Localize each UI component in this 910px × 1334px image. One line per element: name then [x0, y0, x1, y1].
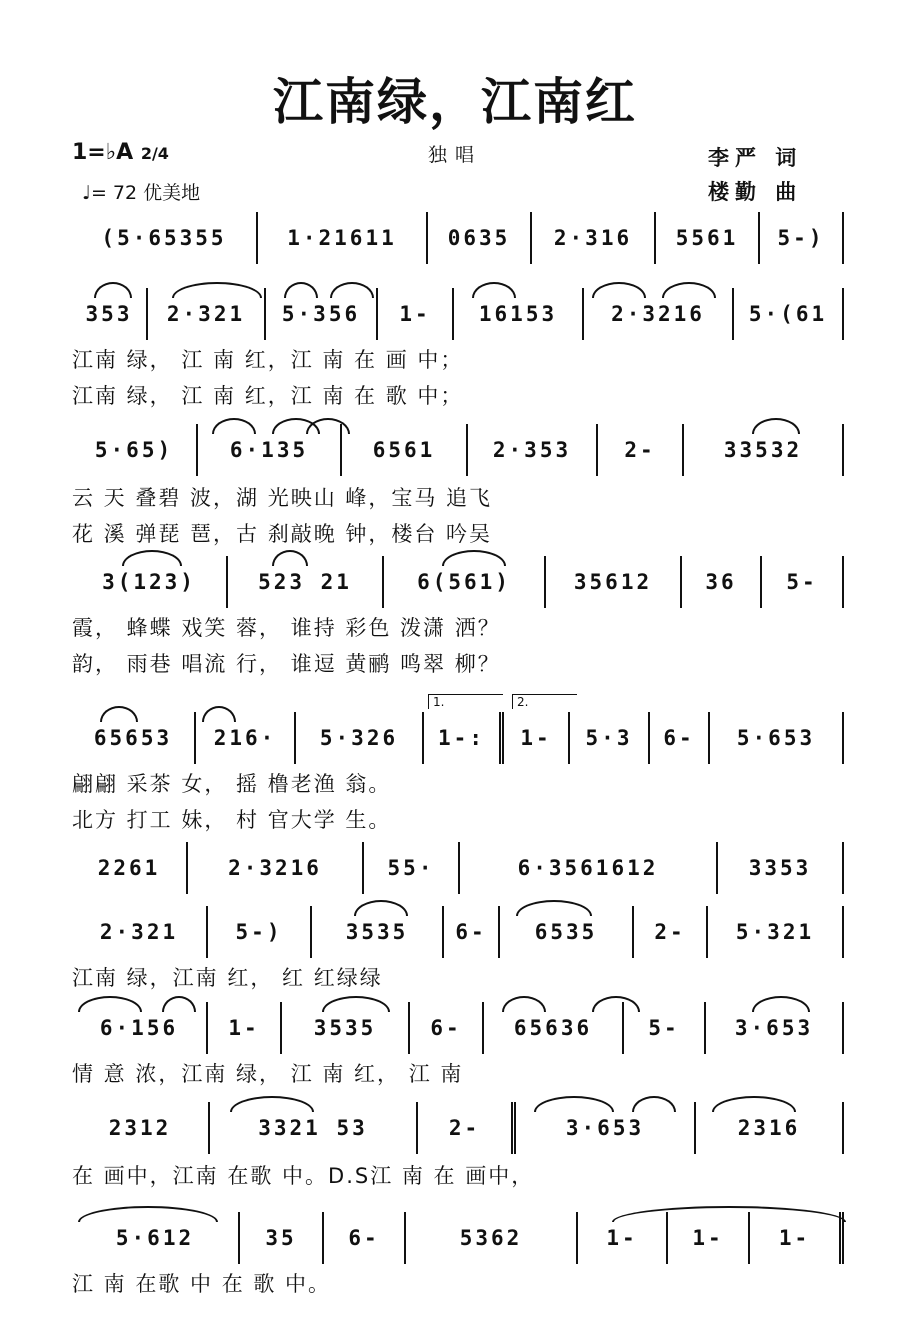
measure: 6(561)	[384, 556, 546, 608]
measure: 6·156	[72, 1002, 208, 1054]
key-signature: 1=♭A 2/4	[72, 140, 169, 165]
measure: 5·653	[710, 712, 844, 764]
score-row-3	[72, 424, 844, 476]
measure: 6·135	[198, 424, 342, 476]
measure: 35612	[546, 556, 682, 608]
measure: 2-	[598, 424, 684, 476]
measure: 65636	[484, 1002, 624, 1054]
measure: 6·3561612	[460, 842, 718, 894]
measure: 35	[240, 1212, 324, 1264]
measure: 1-	[668, 1212, 750, 1264]
measure: 2·321	[148, 288, 266, 340]
song-title: 江南绿，江南红	[273, 73, 637, 131]
measure: 3·653	[706, 1002, 844, 1054]
measure: 1-	[578, 1212, 668, 1264]
measure: 3535	[282, 1002, 410, 1054]
measure-ds: 2-	[418, 1102, 516, 1154]
measure: 3535	[312, 906, 444, 958]
measure: 6561	[342, 424, 468, 476]
lyric-line-verse2: 韵， 雨巷 唱流 行， 谁逗 黄鹂 鸣翠 柳？	[72, 652, 501, 676]
measure: 6-	[444, 906, 500, 958]
measure: 5·3	[570, 712, 650, 764]
lyricist-credit: 李严 词	[708, 146, 803, 170]
measure: 6-	[324, 1212, 406, 1264]
lyric-line-verse1: 翩翩 采茶 女， 摇 橹老渔 翁。	[72, 772, 392, 796]
measure: 2-	[634, 906, 708, 958]
measure: 3(123)	[72, 556, 228, 608]
score-row-6	[72, 842, 844, 894]
measure: 16153	[454, 288, 584, 340]
measure: 3353	[718, 842, 844, 894]
measure: 5·356	[266, 288, 378, 340]
measure: 5-)	[760, 212, 844, 264]
measure: 5·326	[296, 712, 424, 764]
measure: 5·65)	[72, 424, 198, 476]
lyric-line-refrain: 江南 绿，江南 红， 红 红绿绿	[72, 966, 383, 990]
measure: 6-	[410, 1002, 484, 1054]
measure: 5561	[656, 212, 760, 264]
measure: 2·316	[532, 212, 656, 264]
lyric-line-refrain: 在 画中，江南 在歌 中。D.S江 南 在 画中，	[72, 1164, 535, 1188]
lyric-line-refrain: 江 南 在歌 中 在 歌 中。	[72, 1272, 332, 1296]
score-row-5	[72, 695, 844, 764]
measure: 6535	[500, 906, 634, 958]
measure-repeat: 1-:	[424, 712, 504, 764]
measure: 5-	[624, 1002, 706, 1054]
score-row-8	[72, 1002, 844, 1054]
lyric-line-verse2: 江南 绿， 江 南 红，江 南 在 歌 中；	[72, 384, 464, 408]
measure: 3·653	[516, 1102, 696, 1154]
lyric-line-verse2: 北方 打工 妹， 村 官大学 生。	[72, 808, 392, 832]
volta-first-ending: 1.	[428, 694, 503, 709]
measure: 5362	[406, 1212, 578, 1264]
measure: 55·	[364, 842, 460, 894]
measure: 36	[682, 556, 762, 608]
measure: 216·	[196, 712, 296, 764]
measure: 1-	[378, 288, 454, 340]
measure: 6-	[650, 712, 710, 764]
lyric-line-verse1: 霞， 蜂蝶 戏笑 蓉， 谁持 彩色 泼潇 洒？	[72, 616, 501, 640]
measure: 5·321	[708, 906, 844, 958]
measure-final: 1-	[750, 1212, 844, 1264]
score-row-2	[72, 288, 844, 340]
measure: 33532	[684, 424, 844, 476]
measure: 2261	[72, 842, 188, 894]
measure: 65653	[72, 712, 196, 764]
measure: 0635	[428, 212, 532, 264]
volta-second-ending: 2.	[512, 694, 577, 709]
score-row-7	[72, 906, 844, 958]
composer-credit: 楼勤 曲	[708, 180, 803, 204]
lyric-line-refrain: 情 意 浓，江南 绿， 江 南 红， 江 南	[72, 1062, 464, 1086]
tempo-marking: ♩= 72 优美地	[82, 182, 201, 204]
score-row-1	[72, 212, 844, 264]
measure: 2·3216	[584, 288, 734, 340]
time-signature: 2/4	[140, 144, 169, 163]
measure: 3321 53	[210, 1102, 418, 1154]
measure: 5-	[762, 556, 844, 608]
lyric-line-verse2: 花 溪 弹琵 琶，古 刹敲晚 钟，楼台 吟吴	[72, 522, 493, 546]
measure: 5·(61	[734, 288, 844, 340]
measure: 1-	[208, 1002, 282, 1054]
measure: 2316	[696, 1102, 844, 1154]
lyric-line-verse1: 云 天 叠碧 波，湖 光映山 峰，宝马 追飞	[72, 486, 493, 510]
measure: 5·612	[72, 1212, 240, 1264]
measure: 5-)	[208, 906, 312, 958]
measure: 2·321	[72, 906, 208, 958]
measure: 2·353	[468, 424, 598, 476]
measure: 1·21611	[258, 212, 428, 264]
performance-type: 独唱	[427, 144, 482, 166]
score-row-10	[72, 1212, 844, 1264]
lyric-line-verse1: 江南 绿， 江 南 红，江 南 在 画 中；	[72, 348, 464, 372]
measure: 2·3216	[188, 842, 364, 894]
score-row-9	[72, 1102, 844, 1154]
measure: 353	[72, 288, 148, 340]
measure: 523 21	[228, 556, 384, 608]
measure: 2312	[72, 1102, 210, 1154]
measure: 1-	[504, 712, 570, 764]
score-row-4	[72, 556, 844, 608]
measure: (5·65355	[72, 212, 258, 264]
